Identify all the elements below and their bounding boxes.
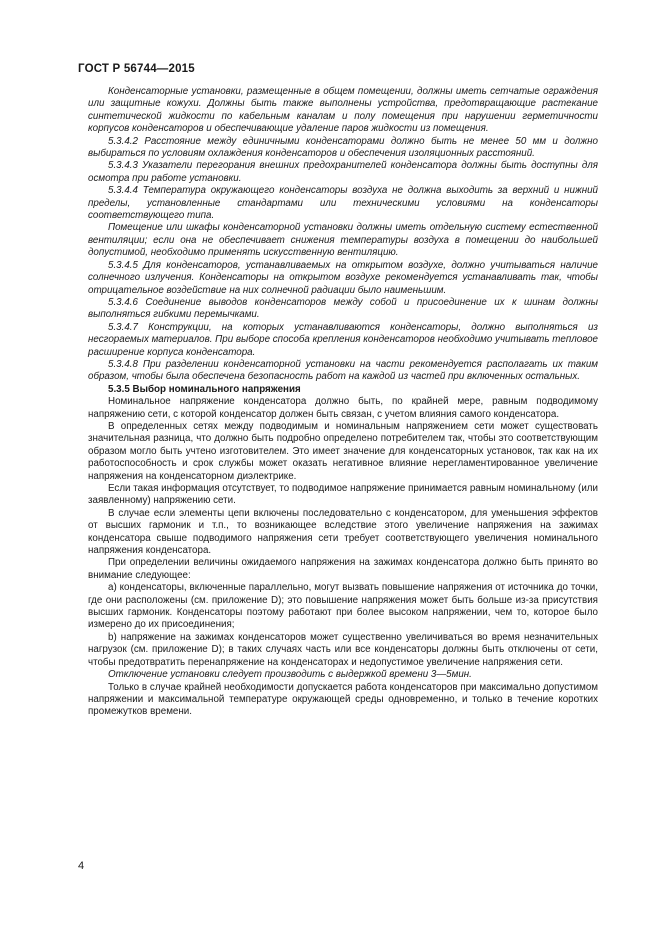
paragraph: 5.3.4.2 Расстояние между единичными конденсаторами должно быть не менее 50 мм и должно выбираться по условиям охлаждения конденсаторов и обеспечения изоляционных расстояний. xyxy=(88,135,598,160)
paragraph: В случае если элементы цепи включены последовательно с конденсатором, для уменьшения эффектов от высших гармоник и т.п., то возникающее вследствие этого увеличение напряжения на зажимах конденсатора свыше подводимого напряжения сети требует соответствующего увеличения номинального напряжения конденсатора. xyxy=(88,507,598,557)
paragraph: Если такая информация отсутствует, то подводимое напряжение принимается равным номинальному (или заявленному) напряжению сети. xyxy=(88,483,598,507)
document-code-header: ГОСТ Р 56744—2015 xyxy=(78,63,195,75)
paragraph: Отключение установки следует производить с выдержкой времени 3—5мин. xyxy=(108,669,472,681)
list-item: b) напряжение на зажимах конденсаторов может существенно увеличиваться во время незначительных нагрузок (см. приложение D); в таких случаях часть или все конденсаторы должны быть отключены от сети, чтобы предотвратить перенапряжение на конденсаторах и недопустимое увеличение напряжения сети. xyxy=(88,631,598,668)
list-item: а) конденсаторы, включенные параллельно, могут вызвать повышение напряжения от источника до точки, где они расположены (см. приложение D); это повышение напряжения может быть больше из-за присутствия высших гармоник. Конденсаторы поэтому работают при более высоком напряжении, чем то, которое было измерено до их присоединения; xyxy=(88,582,598,631)
document-body xyxy=(88,86,598,719)
paragraph: Только в случае крайней необходимости допускается работа конденсаторов при максимально допустимом напряжении и максимальной температуре окружающей среды одновременно, и только в течение коротких промежутков времени. xyxy=(88,681,598,718)
paragraph: При определении величины ожидаемого напряжения на зажимах конденсатора должно быть принято во внимание следующее: xyxy=(88,557,598,581)
paragraph: 5.3.4.3 Указатели перегорания внешних предохранителей конденсатора должны быть доступны для осмотра при работе установки. xyxy=(88,160,598,184)
page-number: 4 xyxy=(78,860,85,872)
paragraph: 5.3.4.6 Соединение выводов конденсаторов между собой и присоединение их к шинам должны выполняться гибкими перемычками. xyxy=(88,296,598,321)
paragraph: 5.3.4.7 Конструкции, на которых устанавливаются конденсаторы, должно выполняться из несгораемых материалов. При выборе способа крепления конденсаторов необходимо учитывать тепловое расширение корпуса конденсатора. xyxy=(88,321,598,358)
paragraph: 5.3.4.8 При разделении конденсаторной установки на части рекомендуется располагать их таким образом, чтобы была обеспечена безопасность работ на каждой из частей при включенных остальных. xyxy=(88,358,598,383)
paragraph: 5.3.4.4 Температура окружающего конденсаторы воздуха не должна выходить за верхний и нижний пределы, установленные стандартами или техническими условиями на конденсаторы соответствующего типа. xyxy=(88,185,598,222)
paragraph: Номинальное напряжение конденсатора должно быть, по крайней мере, равным подводимому напряжению сети, с которой конденсатор должен быть связан, с учетом влияния самого конденсатора. xyxy=(88,396,598,420)
paragraph: 5.3.4.5 Для конденсаторов, устанавливаемых на открытом воздухе, должно учитываться наличие солнечного излучения. Конденсаторы на открытом воздухе рекомендуется устанавливать так, чтобы отрицательное воздействие на них солнечной радиации было наименьшим. xyxy=(88,259,598,296)
paragraph: В определенных сетях между подводимым и номинальным напряжением сети может существовать значительная разница, что должно быть подробно определено потребителем так, чтобы это соответствующим образом могло быть учтено изготовителем. Это имеет значение для конденсаторных установок, так как на их работоспособность и срок службы может оказать негативное влияние нерегламентированное увеличение напряжения на конденсаторном диэлектрике. xyxy=(88,420,598,482)
section-heading: 5.3.5 Выбор номинального напряжения xyxy=(108,383,301,395)
paragraph: Помещение или шкафы конденсаторной установки должны иметь отдельную систему естественной вентиляции; если она не обеспечивает снижения температуры воздуха в помещении до наибольшей допустимой, необходимо применять искусственную вентиляцию. xyxy=(88,222,598,259)
paragraph: Конденсаторные установки, размещенные в общем помещении, должны иметь сетчатые ограждения или защитные кожухи. Должны быть также выполнены устройства, предотвращающие растекание синтетической жидкости по кабельным каналам и полу помещения при нарушении герметичности корпусов конденсаторов и обеспечивающие удаление паров жидкости из помещения. xyxy=(88,86,598,135)
